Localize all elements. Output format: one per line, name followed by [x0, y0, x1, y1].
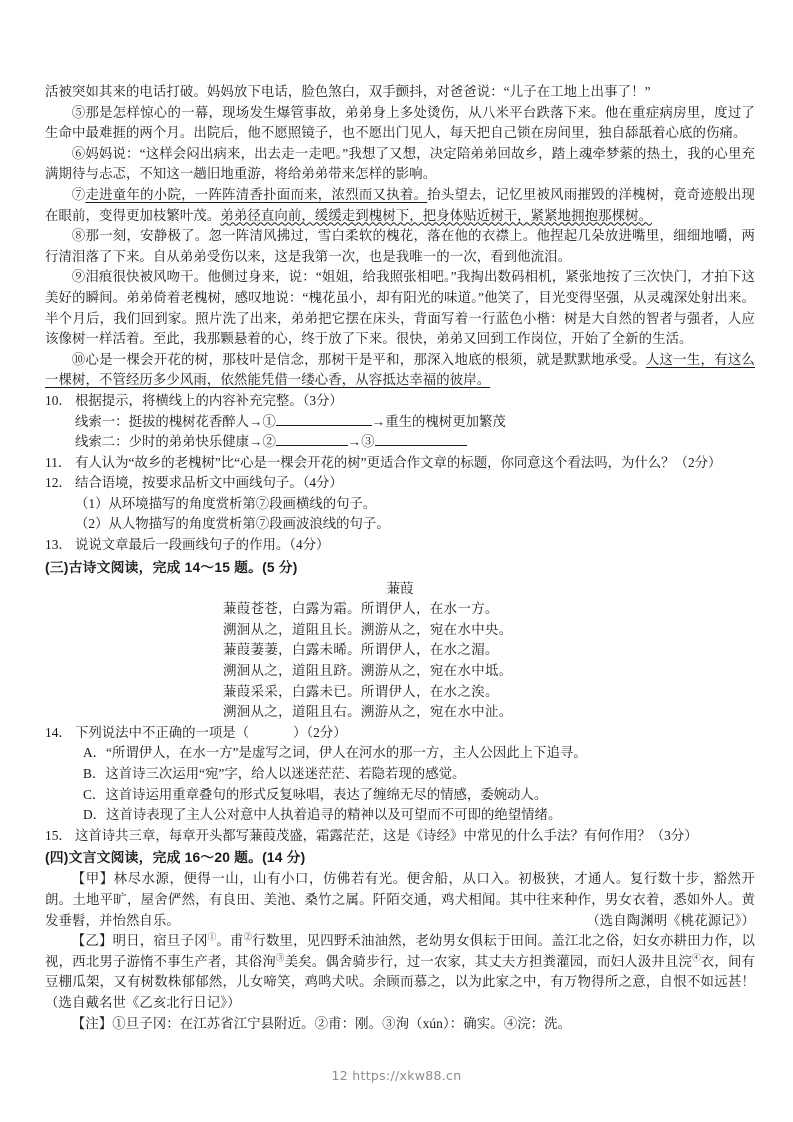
page-footer: 12 https://xkw88.cn — [331, 1068, 462, 1083]
poem-line-4: 溯洄从之，道阻且跻。溯游从之，宛在水中坻。 — [223, 663, 513, 679]
passage-notes — [45, 1014, 755, 1035]
question-12-sub-1: （1）从环境描写的角度赏析第⑦段画横线的句子。 — [75, 495, 377, 511]
passage-jia-source: （选自陶渊明《桃花源记》） — [586, 912, 755, 928]
question-10-number: 10． — [45, 392, 72, 408]
clue-2-label: 线索二： — [75, 434, 129, 450]
question-14 — [45, 723, 755, 744]
paragraph-text-6: 妈妈说：“这样会闷出病来，出去走一走吧。”我想了又想，决定陪弟弟回故乡，踏上魂牵梦萦的热土，我的心里充满期待与忐忑，不知这一趟旧地重游，将给弟弟带来怎样的影响。 — [45, 145, 755, 182]
note-marker-3: ③ — [275, 952, 285, 963]
question-11-stem: 有人认为“故乡的老槐树”比“心是一棵会开花的树”更适合作文章的标题，你同意这个看法吗，为什么？（2分） — [75, 454, 722, 470]
paragraph-marker-6: ⑥ — [71, 145, 86, 161]
question-14-stem-after: ）（2分） — [293, 724, 347, 740]
question-10-blank-2[interactable] — [276, 432, 348, 446]
clue-2-arrow-1: → — [249, 434, 263, 450]
passage-jia — [45, 869, 755, 931]
question-14-number: 14． — [45, 724, 72, 740]
section-three-heading: (三)古诗文阅读，完成 14～15 题。(5 分) — [45, 559, 298, 575]
poem-line-1: 蒹葭苍苍，白露为霜。所谓伊人，在水一方。 — [223, 601, 499, 617]
note-marker-2: ② — [243, 931, 253, 942]
poem-title: 蒹葭 — [386, 580, 414, 596]
paragraph-7-wavy-underlined-sentence: 弟弟径直向前，缓缓走到槐树下，把身体贴近树干，紧紧地拥抱那棵树。 — [220, 207, 653, 223]
clue-1-label: 线索一： — [75, 413, 129, 429]
note-marker-1: ① — [207, 931, 217, 942]
passage-yi — [45, 931, 755, 1013]
question-15-stem: 这首诗共三章，每章开头都写蒹葭茂盛，霜露茫茫，这是《诗经》中常见的什么手法？有何作用？（3分） — [75, 827, 698, 843]
question-14-option-d[interactable]: D．这首诗表现了主人公对意中人执着追寻的精神以及可望而不可即的绝望情绪。 — [83, 807, 562, 823]
clue-2-blank-marker: ② — [262, 434, 276, 450]
clue-1-start: 挺拔的槐树花香醉人 — [128, 413, 250, 429]
passage-paragraph-9 — [45, 267, 755, 349]
note-marker-4: ④ — [692, 952, 701, 963]
question-12-sub-2: （2）从人物描写的角度赏析第⑦段画波浪线的句子。 — [75, 516, 390, 532]
question-10-clue-1 — [45, 412, 755, 433]
clue-2-blank-marker-2: ③ — [361, 434, 375, 450]
clue-2-start: 少时的弟弟快乐健康 — [128, 434, 250, 450]
question-11 — [45, 453, 755, 474]
passage-paragraph-5 — [45, 103, 755, 144]
poem-line-3: 蒹葭萋萋，白露未晞。所谓伊人，在水之湄。 — [223, 642, 499, 658]
passage-yi-seg-5: 衣，间有豆棚瓜架，又有树数株郁郁然，儿女啼笑，鸡鸣犬吠。余顾而慕之，以为此家之中，有万物得所之意，自恨不如远甚！ — [45, 953, 756, 990]
paragraph-text-8: 那一刻，安静极了。忽一阵清风拂过，雪白柔软的槐花，落在他的衣襟上。他捏起几朵放进嘴里，细细地嚼，两行清泪落了下来。自从弟弟受伤以来，这是我第一次，也是我唯一的一次，看到他流泪。 — [45, 228, 755, 264]
clue-1-arrow-1: → — [249, 413, 263, 429]
passage-paragraph-8 — [45, 226, 755, 267]
poem-line-5: 蒹葭采采，白露未已。所谓伊人，在水之涘。 — [223, 683, 499, 699]
question-10-clue-2 — [45, 432, 755, 453]
question-11-number: 11． — [45, 454, 72, 470]
paragraph-text-9: 泪痕很快被风吻干。他侧过身来，说：“姐姐，给我照张相吧。”我掏出数码相机，紧张地按了三次快门，才拍下这美好的瞬间。弟弟倚着老槐树，感叹地说：“槐花虽小，却有阳光的味道。”他笑了，目光变得坚强，从灵魂深处射出来。半个月后，我们回到家。照片洗了出来，弟弟把它摆在床头，背面写着一行蓝色小楷：树是大自然的智者与强者，人应该像树一样活着。至此，我那颗悬着的心，终于放了下来。很快，弟弟又回到工作岗位，开始了全新的生活。 — [45, 269, 755, 347]
question-10 — [45, 391, 755, 412]
passage-jia-label: 【甲】 — [71, 871, 114, 887]
passage-yi-seg-3: 行数里，见四野禾油油然，老幼男女俱耘于田间。盖江北之俗，妇女亦耕田力作，以视，西北男子游惰不事生产者，其俗洵 — [45, 933, 755, 969]
paragraph-marker-10: ⑩ — [71, 351, 86, 367]
question-13 — [45, 535, 755, 556]
passage-paragraph-6 — [45, 144, 755, 185]
passage-continued-line: 活被突如其来的电话打破。妈妈放下电话，脸色煞白，双手颤抖，对爸爸说：“儿子在工地上出事了！” — [45, 84, 651, 99]
question-14-option-c[interactable]: C．这首诗运用重章叠句的形式反复咏唱，表达了缠绵无尽的情感，委婉动人。 — [83, 786, 548, 802]
poem-line-2: 溯洄从之，道阻且长。溯游从之，宛在水中央。 — [223, 621, 513, 637]
paragraph-marker-5: ⑤ — [71, 104, 86, 120]
paragraph-7-plain-sentence: 抬头望去，记忆里被风雨摧毁的洋槐树，竟奇迹般出现在眼前，变得更加枝繁叶茂。 — [45, 186, 755, 223]
paragraph-marker-8: ⑧ — [71, 228, 86, 244]
notes-label: 【注】 — [71, 1015, 113, 1031]
question-10-blank-3[interactable] — [375, 432, 467, 446]
question-12 — [45, 473, 755, 494]
paragraph-marker-7: ⑦ — [71, 186, 86, 202]
passage-yi-seg-4: 美矣。偶舍骑步行，过一农家，其丈夫方担粪灌园，而妇人汲井且浣 — [284, 953, 693, 969]
paragraph-text-5: 那是怎样惊心的一幕，现场发生爆管事故，弟弟身上多处烫伤，从八米平台跌落下来。他在重症病房里，度过了生命中最难捱的两个月。出院后，他不愿照镜子，也不愿出门见人，每天把自己锁在房间里，独自舔舐着心底的伤痛。 — [45, 104, 755, 141]
passage-yi-label: 【乙】 — [71, 933, 113, 949]
passage-yi-seg-2: 。甫 — [216, 933, 244, 949]
question-10-stem: 根据提示，将横线上的内容补充完整。（3分） — [75, 392, 343, 408]
question-14-option-a[interactable]: A．“所谓伊人，在水一方”是虚写之词，伊人在河水的那一方，主人公因此上下追寻。 — [83, 745, 587, 761]
passage-jia-text: 林尽水源，便得一山，山有小口，仿佛若有光。便舍船，从口入。初极狭，才通人。复行数十步，豁然开朗。土地平旷，屋舍俨然，有良田、美池、桑竹之属。阡陌交通，鸡犬相闻。其中往来种作，男女衣着，悉如外人。黄发垂髫，并怡然自乐。 — [45, 871, 755, 928]
question-13-number: 13． — [45, 537, 72, 553]
clue-1-arrow-2: → — [371, 413, 386, 429]
passage-paragraph-7 — [45, 185, 755, 226]
paragraph-7-underlined-sentence: 走进童年的小院，一阵阵清香扑面而来，浓烈而又执着。 — [85, 186, 428, 202]
question-14-option-b[interactable]: B．这首诗三次运用“宛”字，给人以迷迷茫茫、若隐若现的感觉。 — [83, 766, 466, 781]
paragraph-10-underlined-sentence: 人这一生，有这么一棵树，不管经历多少风雨，依然能凭借一缕心香，从容抵达幸福的彼岸。 — [45, 351, 755, 388]
question-13-stem: 说说文章最后一段画线句子的作用。（4分） — [75, 537, 330, 553]
passage-yi-source: （选自戴名世《乙亥北行日记》） — [45, 994, 241, 1010]
question-15 — [45, 826, 755, 847]
question-10-blank-1[interactable] — [276, 412, 372, 426]
question-12-number: 12． — [45, 475, 72, 491]
clue-1-blank-marker: ① — [262, 413, 276, 429]
question-12-stem: 结合语境，按要求品析文中画线句子。（4分） — [75, 475, 343, 491]
passage-yi-seg-1: 明日，宿旦子冈 — [112, 933, 208, 949]
passage-paragraph-10 — [45, 350, 755, 391]
question-14-stem-before: 下列说法中不正确的一项是（ — [75, 724, 250, 740]
poem-line-6: 溯洄从之，道阻且右。溯游从之，宛在水中沚。 — [223, 704, 513, 720]
paragraph-10-plain-sentence: 心是一棵会开花的树，那枝叶是信念，那树干是平和，那深入地底的根须，就是默默地承受。 — [85, 351, 646, 367]
notes-text: ①旦子冈：在江苏省江宁县附近。②甫：刚。③洵（xún）：确实。④浣：洗。 — [112, 1015, 572, 1031]
question-15-number: 15． — [45, 827, 72, 843]
clue-2-arrow-2: → — [347, 434, 362, 450]
section-four-heading: (四)文言文阅读，完成 16～20 题。(14 分) — [45, 850, 306, 866]
paragraph-marker-9: ⑨ — [71, 269, 86, 285]
clue-1-end: 重生的槐树更加繁茂 — [385, 413, 506, 429]
